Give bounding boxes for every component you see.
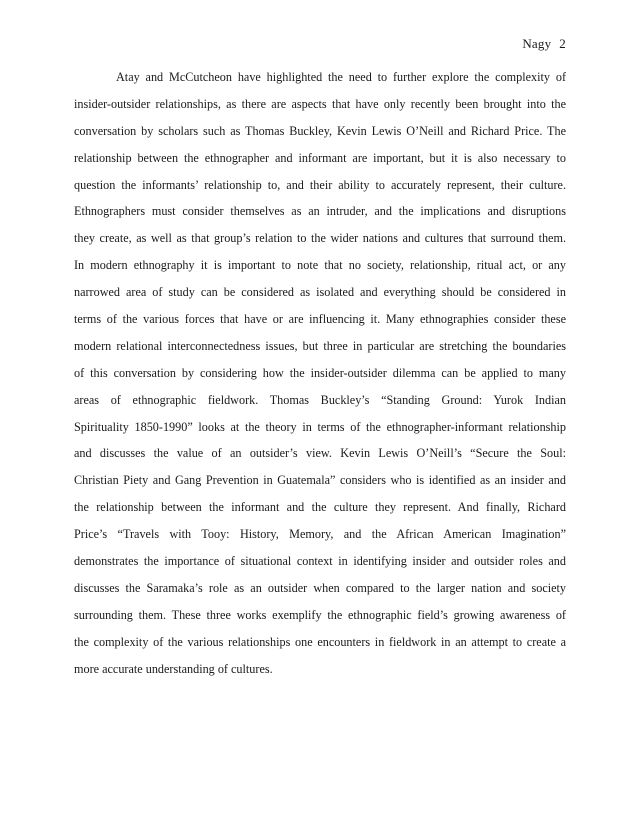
paragraph-line: terms of the various forces that have or are influencing it. Many ethnographies consider these: [74, 312, 566, 327]
paragraph-line: surrounding them. These three works exemplify the ethnographic field’s growing awareness of: [74, 607, 566, 622]
paragraph-line: relationship between the ethnographer and informant are important, but it is also necessary to: [74, 150, 566, 165]
paragraph-line: conversation by scholars such as Thomas Buckley, Kevin Lewis O’Neill and Richard Price. The: [74, 123, 566, 138]
paragraph-line: demonstrates the importance of situational context in identifying insider and outsider roles and: [74, 554, 566, 569]
paragraph-line: question the informants’ relationship to, and their ability to accurately represent, their culture.: [74, 177, 566, 192]
paragraph-line: the relationship between the informant and the culture they represent. And finally, Richard: [74, 500, 566, 515]
paragraph-line: narrowed area of study can be considered as isolated and everything should be considered in: [74, 285, 566, 300]
page-header: [522, 36, 566, 52]
paragraph-line: Christian Piety and Gang Prevention in Guatemala” considers who is identified as an insider and: [74, 473, 566, 488]
paragraph-line: insider-outsider relationships, as there are aspects that have only recently been brought into the: [74, 96, 566, 111]
body-paragraph: [74, 64, 566, 682]
paragraph-line: of this conversation by considering how the insider-outsider dilemma can be applied to many: [74, 365, 566, 380]
paragraph-line: Spirituality 1850-1990” looks at the theory in terms of the ethnographer-informant relationship: [74, 419, 566, 434]
paragraph-line: areas of ethnographic fieldwork. Thomas Buckley’s “Standing Ground: Yurok Indian: [74, 392, 566, 407]
paragraph-line: Ethnographers must consider themselves as an intruder, and the implications and disruptions: [74, 204, 566, 219]
header-author: Nagy: [522, 36, 552, 51]
paragraph-line: more accurate understanding of cultures.: [74, 661, 273, 676]
paragraph-line: and discusses the value of an outsider’s view. Kevin Lewis O’Neill’s “Secure the Soul:: [74, 446, 566, 461]
header-page-number: 2: [559, 36, 566, 51]
paragraph-line: they create, as well as that group’s relation to the wider nations and cultures that surround them.: [74, 231, 566, 246]
paragraph-line: Price’s “Travels with Tooy: History, Memory, and the African American Imagination”: [74, 527, 566, 542]
paragraph-line: modern relational interconnectedness issues, but three in particular are stretching the boundaries: [74, 338, 566, 353]
paragraph-line: discusses the Saramaka’s role as an outsider when compared to the larger nation and society: [74, 580, 566, 595]
paragraph-line: Atay and McCutcheon have highlighted the need to further explore the complexity of: [116, 70, 566, 84]
paragraph-line: In modern ethnography it is important to note that no society, relationship, ritual act, or any: [74, 258, 566, 273]
paragraph-line: the complexity of the various relationships one encounters in fieldwork in an attempt to create a: [74, 634, 566, 649]
